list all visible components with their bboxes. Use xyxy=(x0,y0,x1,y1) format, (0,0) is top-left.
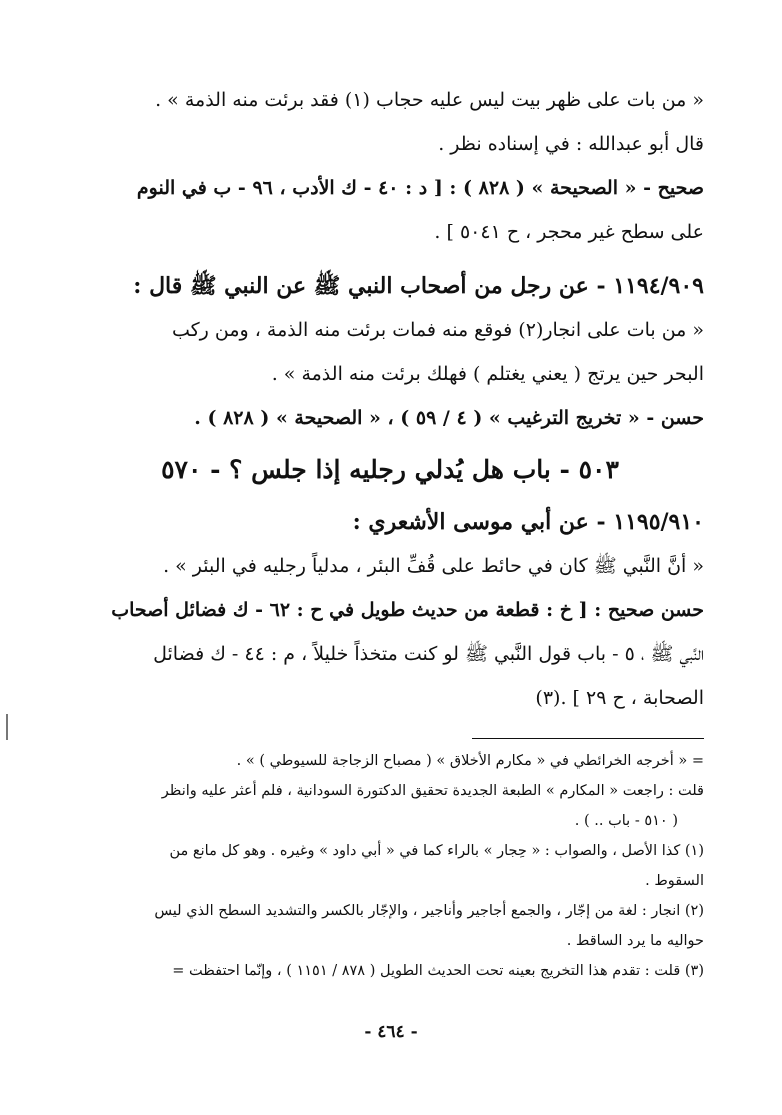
hadith-heading-909: ١١٩٤/٩٠٩ - عن رجل من أصحاب النبي ﷺ عن النبي ﷺ قال : xyxy=(133,273,704,299)
hadith-heading-910: ١١٩٥/٩١٠ - عن أبي موسى الأشعري : xyxy=(352,509,704,535)
footnote-line: قلت : راجعت « المكارم » الطبعة الجديدة تحقيق الدكتورة السودانية ، فلم أعثر عليه وانظر xyxy=(161,783,704,799)
hadith-text-line: « أنَّ النَّبي ﷺ كان في حائط على قُفِّ البئر ، مدلياً رجليه في البئر » . xyxy=(163,555,704,577)
footnote-continuation: = « أخرجه الخرائطي في « مكارم الأخلاق » ( مصباح الزجاجة للسيوطي ) » . xyxy=(236,753,704,769)
footnote-separator xyxy=(472,738,704,739)
footnote-2-continued: حواليه ما يرد الساقط . xyxy=(566,933,704,949)
footnote-2: (٢) انجار : لغة من إجّار ، والجمع أجاجير وأناجير ، والإجّار بالكسر والتشديد السطح الذي ليس xyxy=(154,903,704,919)
grading-line: صحيح - « الصحيحة » ( ٨٢٨ ) : [ د : ٤٠ - ك الأدب ، ٩٦ - ب في النوم xyxy=(136,177,704,199)
grading-line: حسن - « تخريج الترغيب » ( ٤ / ٥٩ ) ، « الصحيحة » ( ٨٢٨ ) . xyxy=(194,407,704,429)
hadith-text-line: « من بات على ظهر بيت ليس عليه حجاب (١) فقد برئت منه الذمة » . xyxy=(155,89,704,111)
margin-mark xyxy=(6,714,8,740)
main-text xyxy=(76,78,704,720)
page-number: - ٤٦٤ - xyxy=(364,1022,418,1042)
footnote-3: (٣) قلت : تقدم هذا التخريج بعينه تحت الحديث الطويل ( ٨٧٨ / ١١٥١ ) ، وإنّما احتفظت = xyxy=(172,963,704,979)
chapter-heading: ٥٠٣ - باب هل يُدلي رجليه إذا جلس ؟ - ٥٧٠ xyxy=(161,455,619,484)
footnote-line: ( ٥١٠ - باب .. ) . xyxy=(574,813,678,829)
footnote-1-continued: السقوط . xyxy=(645,873,704,889)
footnotes xyxy=(76,746,704,986)
footnote-1: (١) كذا الأصل ، والصواب : « حِجار » بالراء كما في « أبي داود » وغيره . وهو كل مانع من xyxy=(169,843,704,859)
grading-line-continued: الصحابة ، ح ٢٩ ] .(٣) xyxy=(535,687,704,709)
hadith-text-line: « من بات على انجار(٢) فوقع منه فمات برئت منه الذمة ، ومن ركب xyxy=(171,319,704,341)
isnad-remark-line: قال أبو عبدالله : في إسناده نظر . xyxy=(438,133,704,155)
grading-line-continued: النَّبي ﷺ ، ٥ - باب قول النَّبي ﷺ لو كنت متخذاً خليلاً ، م : ٤٤ - ك فضائل xyxy=(153,643,704,665)
grading-line: حسن صحيح : [ خ : قطعة من حديث طويل في ح : ٦٢ - ك فضائل أصحاب xyxy=(111,599,704,621)
grading-line-continued: على سطح غير محجر ، ح ٥٠٤١ ] . xyxy=(434,221,704,243)
hadith-text-line: البحر حين يرتج ( يعني يغتلم ) فهلك برئت منه الذمة » . xyxy=(271,363,704,385)
